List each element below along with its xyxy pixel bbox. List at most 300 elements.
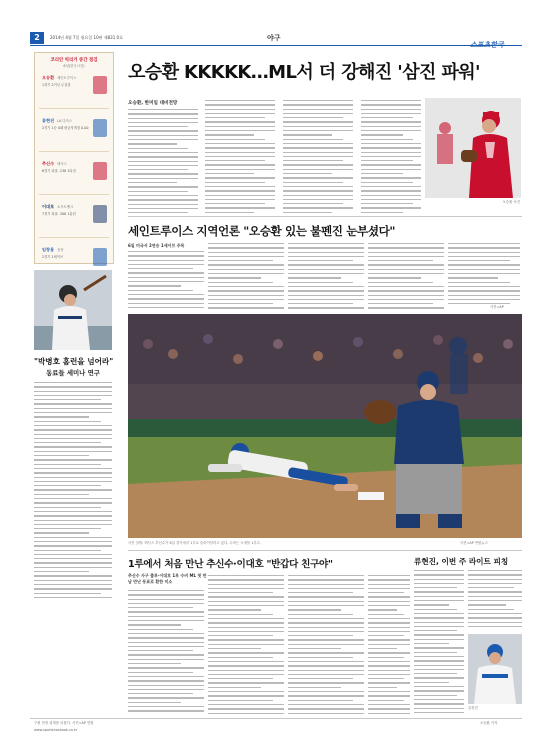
text-line (368, 691, 410, 692)
text-line (205, 104, 275, 105)
text-line (34, 485, 101, 486)
text-line (208, 639, 284, 640)
sidebar-subtitle: 6일(한국시간) (63, 64, 85, 68)
sidebar-player-row (39, 201, 109, 238)
text-line (288, 682, 364, 683)
text-line (283, 104, 353, 105)
text-line (368, 592, 404, 593)
text-line (205, 126, 275, 127)
text-line (448, 299, 520, 300)
text-line (288, 299, 364, 300)
text-line (205, 177, 275, 178)
text-line (208, 614, 273, 615)
text-line (368, 627, 410, 628)
text-line (368, 286, 444, 287)
text-line (128, 307, 204, 308)
text-line (34, 537, 112, 538)
text-line (414, 570, 464, 571)
text-line (368, 618, 410, 619)
text-line (283, 156, 353, 157)
ryu-photo (468, 634, 522, 704)
text-line (288, 708, 364, 709)
sidebar-player-stats: 7경기 타율 .308 1홈런 (42, 212, 76, 216)
text-line (414, 647, 464, 648)
text-line (288, 713, 364, 714)
text-line (128, 208, 198, 209)
text-line (414, 695, 457, 696)
text-line (208, 273, 284, 274)
text-line (128, 710, 204, 711)
text-line (34, 468, 112, 469)
text-line (288, 579, 364, 580)
text-line (128, 689, 204, 690)
text-line (128, 165, 198, 166)
text-line (34, 498, 112, 499)
page-number-badge: 2 (30, 32, 44, 44)
text-line (128, 255, 204, 256)
text-line (288, 627, 364, 628)
sidebar-player-team: 세인트루이스 (57, 76, 77, 80)
text-line (468, 600, 522, 601)
text-line (208, 277, 261, 278)
text-line (368, 657, 404, 658)
sidebar-player-stats: 1경기 2이닝 무실점 (42, 83, 71, 87)
text-line (368, 652, 410, 653)
text-line (34, 395, 112, 396)
text-line (34, 588, 112, 589)
text-line (208, 674, 284, 675)
text-line (283, 139, 343, 140)
text-line (414, 579, 464, 580)
text-line (288, 286, 364, 287)
text-line (34, 550, 101, 551)
text-line (34, 455, 89, 456)
text-line (34, 438, 112, 439)
story2-sub: 6일 미국서 2연승 1세이브 주목 (128, 243, 185, 248)
text-line (208, 290, 284, 291)
sidebar-player-thumb (93, 119, 107, 137)
text-line (283, 147, 353, 148)
text-line (34, 481, 112, 482)
text-line (283, 173, 332, 174)
sidebar-player-thumb (93, 205, 107, 223)
text-line (288, 269, 364, 270)
text-line (368, 260, 433, 261)
text-line (361, 117, 413, 118)
text-line (361, 160, 413, 161)
text-line (208, 713, 284, 714)
bottom-col-1 (128, 590, 204, 715)
sidebar-player-thumb (93, 248, 107, 266)
text-line (414, 604, 449, 605)
text-line (205, 164, 275, 165)
text-line (205, 199, 275, 200)
text-line (288, 670, 364, 671)
text-line (34, 584, 112, 585)
pitcher-illustration (425, 98, 521, 198)
batter-illustration (34, 270, 112, 350)
text-line (208, 575, 284, 576)
text-line (128, 659, 204, 660)
text-line (34, 425, 112, 426)
text-line (283, 143, 353, 144)
text-line (368, 299, 444, 300)
text-line (288, 605, 364, 606)
text-line (128, 285, 181, 286)
text-line (205, 134, 254, 135)
text-line (128, 616, 204, 617)
text-line (205, 109, 275, 110)
text-line (128, 697, 204, 698)
bottom-col-2 (208, 575, 284, 715)
text-line (414, 630, 457, 631)
text-line (288, 622, 364, 623)
text-line (128, 624, 181, 625)
text-line (283, 113, 353, 114)
main-byline: 오승환, 한미일 대비전망 (128, 101, 178, 106)
text-line (208, 307, 284, 308)
text-line (34, 408, 112, 409)
text-line (34, 416, 89, 417)
text-line (414, 682, 449, 683)
footer-note: 구원 현장 취재를 마쳤다. 사진=AP 연합 (34, 721, 94, 725)
text-line (205, 130, 275, 131)
text-line (205, 152, 275, 153)
text-line (288, 290, 364, 291)
text-line (448, 252, 520, 253)
text-line (468, 570, 522, 571)
text-line (368, 700, 404, 701)
text-line (205, 113, 275, 114)
text-line (205, 195, 275, 196)
text-line (468, 604, 506, 605)
text-line (128, 126, 188, 127)
text-line (283, 169, 353, 170)
text-line (414, 708, 464, 709)
text-line (361, 212, 403, 213)
text-line (283, 160, 343, 161)
text-line (208, 256, 284, 257)
text-line (34, 459, 112, 460)
text-line (34, 571, 89, 572)
text-line (34, 399, 101, 400)
bottom-right-col-2 (468, 570, 522, 630)
story2-col-1 (128, 251, 204, 309)
text-line (414, 677, 464, 678)
text-line (368, 648, 397, 649)
text-line (34, 442, 101, 443)
text-line (414, 639, 464, 640)
text-line (128, 178, 198, 179)
text-line (361, 121, 421, 122)
text-line (208, 665, 284, 666)
text-line (208, 700, 273, 701)
text-line (368, 609, 397, 610)
text-line (368, 644, 410, 645)
ryu-caption: 류현진 (468, 706, 478, 710)
text-line (414, 574, 464, 575)
text-line (288, 295, 364, 296)
text-line (414, 609, 457, 610)
text-line (34, 434, 112, 435)
text-line (208, 588, 284, 589)
text-line (128, 264, 204, 265)
sidebar-player-name: 이대호 소프트뱅크 (42, 204, 74, 209)
text-line (128, 195, 198, 196)
text-line (361, 186, 421, 187)
text-line (448, 243, 520, 244)
text-line (368, 708, 410, 709)
text-line (283, 134, 332, 135)
text-line (368, 631, 410, 632)
text-line (208, 601, 284, 602)
text-line (448, 273, 520, 274)
text-line (34, 507, 101, 508)
text-line (34, 558, 112, 559)
text-line (468, 591, 522, 592)
text-line (128, 298, 204, 299)
text-line (128, 182, 177, 183)
story2-headline: 세인트루이스 지역언론 "오승환 있는 불펜진 눈부셨다" (128, 224, 396, 238)
text-line (288, 588, 364, 589)
text-line (34, 489, 112, 490)
text-line (448, 247, 520, 248)
text-line (468, 583, 522, 584)
text-line (34, 545, 112, 546)
text-line (288, 618, 364, 619)
text-line (368, 605, 410, 606)
text-line (368, 243, 444, 244)
text-line (283, 207, 353, 208)
sidebar-player-row (39, 115, 109, 152)
text-line (288, 695, 364, 696)
text-line (128, 169, 188, 170)
divider-1 (128, 216, 522, 217)
text-line (448, 290, 520, 291)
text-line (128, 152, 198, 153)
text-line (208, 618, 284, 619)
left-story-headline: "박병호 홈런을 넘어라" (34, 357, 114, 366)
text-line (283, 212, 332, 213)
text-line (448, 269, 520, 270)
text-line (361, 199, 421, 200)
text-line (128, 135, 198, 136)
text-line (368, 282, 433, 283)
text-line (208, 644, 284, 645)
text-line (361, 152, 421, 153)
text-line (34, 524, 112, 525)
text-line (414, 673, 457, 674)
text-line (34, 446, 112, 447)
text-line (414, 643, 449, 644)
text-line (128, 303, 204, 304)
text-line (283, 164, 353, 165)
text-line (128, 139, 198, 140)
text-line (283, 190, 353, 191)
sidebar-player-thumb (93, 76, 107, 94)
text-line (414, 583, 464, 584)
footer-url: www.sportshankook.co.kr (34, 728, 78, 732)
text-line (128, 281, 204, 282)
text-line (34, 511, 112, 512)
text-line (34, 593, 101, 594)
text-line (361, 104, 421, 105)
text-line (288, 700, 353, 701)
text-line (208, 299, 284, 300)
text-line (283, 182, 343, 183)
text-line (128, 607, 193, 608)
text-line (208, 269, 284, 270)
text-line (368, 269, 444, 270)
sidebar-player-row (39, 158, 109, 195)
text-line (34, 464, 101, 465)
text-line (128, 633, 204, 634)
text-line (208, 596, 284, 597)
text-line (205, 156, 275, 157)
text-line (208, 282, 273, 283)
text-line (368, 307, 444, 308)
text-line (208, 661, 284, 662)
action-photo-credit: 사진=AP 연합뉴스 (460, 541, 488, 545)
text-line (34, 403, 112, 404)
text-line (208, 704, 284, 705)
text-line (128, 148, 188, 149)
text-line (414, 660, 464, 661)
text-line (208, 609, 261, 610)
sidebar-player-name: 류현진 LA 다저스 (42, 118, 72, 123)
text-line (368, 687, 397, 688)
text-line (208, 622, 284, 623)
text-line (128, 667, 204, 668)
story2-col-5 (448, 243, 520, 305)
text-line (128, 113, 198, 114)
text-line (288, 584, 364, 585)
text-line (208, 260, 273, 261)
text-line (208, 627, 284, 628)
text-line (448, 295, 520, 296)
text-line (208, 243, 284, 244)
text-line (468, 613, 522, 614)
sidebar-player-stats: 2경기 1승 0패 평균자책점 0.00 (42, 126, 89, 130)
text-line (368, 579, 410, 580)
text-line (368, 273, 444, 274)
text-line (34, 494, 89, 495)
sidebar-player-row (39, 72, 109, 109)
text-line (208, 657, 273, 658)
left-story-sub: 동료들 세미나 연구 (46, 369, 100, 377)
text-line (288, 247, 364, 248)
main-body-col-1 (128, 109, 198, 214)
text-line (288, 704, 364, 705)
text-line (448, 256, 520, 257)
text-line (361, 134, 403, 135)
text-line (208, 695, 284, 696)
date-line: 2014년 4월 7일 월요일 10판 제831 0호 (50, 35, 123, 40)
text-line (368, 264, 444, 265)
text-line (368, 635, 404, 636)
text-line (361, 177, 421, 178)
footer-rule (30, 718, 522, 719)
sidebar-box (34, 52, 114, 264)
main-body-col-3 (283, 100, 353, 214)
text-line (128, 130, 198, 131)
text-line (283, 117, 343, 118)
text-line (368, 704, 410, 705)
text-line (288, 307, 364, 308)
text-line (128, 603, 204, 604)
text-line (361, 126, 421, 127)
text-line (128, 143, 177, 144)
text-line (468, 626, 522, 627)
brand-logo (470, 32, 522, 43)
text-line (128, 646, 204, 647)
text-line (414, 587, 457, 588)
text-line (34, 562, 112, 563)
main-body-col-2 (205, 100, 275, 214)
text-line (288, 256, 364, 257)
text-line (368, 252, 444, 253)
text-line (128, 672, 193, 673)
text-line (283, 199, 353, 200)
text-line (361, 109, 421, 110)
text-line (368, 295, 444, 296)
text-line (205, 203, 265, 204)
header-rule (30, 45, 522, 46)
text-line (414, 669, 464, 670)
text-line (288, 282, 353, 283)
text-line (128, 161, 198, 162)
text-line (414, 617, 464, 618)
text-line (288, 243, 364, 244)
text-line (368, 670, 410, 671)
text-line (361, 147, 421, 148)
text-line (368, 575, 410, 576)
section-label: 야구 (267, 34, 281, 42)
sidebar-player-stats: 6경기 타율 .238 1타점 (42, 169, 76, 173)
text-line (205, 173, 254, 174)
text-line (128, 118, 198, 119)
text-line (368, 303, 433, 304)
text-line (34, 541, 112, 542)
text-line (283, 203, 343, 204)
text-line (205, 121, 275, 122)
text-line (208, 687, 261, 688)
text-line (368, 601, 410, 602)
text-line (128, 109, 198, 110)
top-photo-caption: 오승환 사진 (502, 200, 520, 204)
text-line (283, 100, 353, 101)
text-line (288, 277, 341, 278)
text-line (128, 290, 193, 291)
text-line (205, 117, 265, 118)
text-line (205, 190, 275, 191)
text-line (128, 294, 204, 295)
text-line (448, 264, 520, 265)
text-line (368, 247, 444, 248)
text-line (128, 212, 188, 213)
text-line (361, 139, 413, 140)
text-line (34, 575, 112, 576)
text-line (288, 691, 364, 692)
text-line (34, 391, 112, 392)
main-body-col-4 (361, 100, 421, 214)
text-line (288, 674, 364, 675)
sidebar-player-team: LA 다저스 (57, 119, 72, 123)
text-line (361, 182, 413, 183)
left-story-body (34, 382, 112, 600)
text-line (288, 661, 364, 662)
text-line (288, 635, 353, 636)
